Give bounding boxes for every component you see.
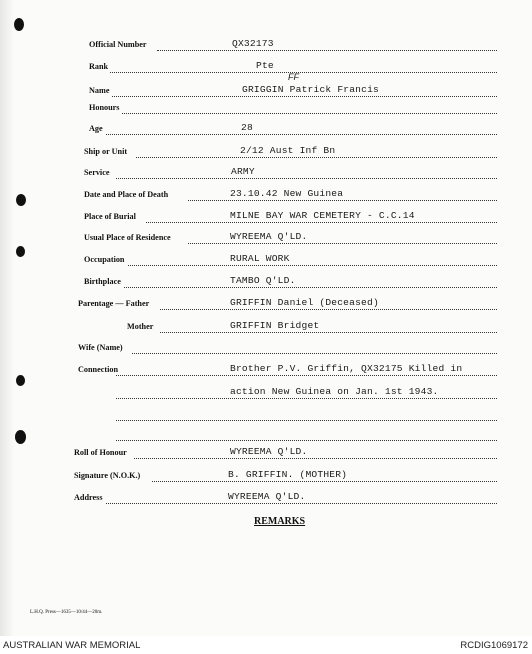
honours-row [0,101,532,117]
residence-label: Usual Place of Residence [84,233,171,242]
official-number-label: Official Number [89,40,147,49]
dotted-line [122,113,497,114]
death-row [0,188,532,204]
dotted-line [160,332,497,333]
dotted-line [116,375,497,376]
dotted-line [116,398,497,399]
service-value: ARMY [231,166,255,177]
age-label: Age [89,124,103,133]
signature-label: Signature (N.O.K.) [74,471,141,480]
dotted-line [146,222,497,223]
dotted-line [110,72,497,73]
dotted-line [132,353,497,354]
service-label: Service [84,168,110,177]
connection-value-line1: Brother P.V. Griffin, QX32175 Killed in [230,363,463,374]
dotted-line [106,134,497,135]
footer-record-id: RCDIG1069172 [460,640,528,651]
ship-row [0,145,532,161]
mother-value: GRIFFIN Bridget [230,320,320,331]
father-label: Parentage — Father [78,299,150,308]
connection-blank-line [0,408,532,424]
residence-value: WYREEMA Q'LD. [230,231,308,242]
ship-label: Ship or Unit [84,147,128,156]
printer-imprint: L.H.Q. Press—1635—10/44—20m. [30,610,103,615]
dotted-line [152,481,497,482]
dotted-line [128,265,497,266]
connection-label: Connection [78,365,119,374]
connection-value-line2: action New Guinea on Jan. 1st 1943. [230,386,439,397]
occupation-row [0,253,532,269]
official-number-value: QX32173 [232,38,274,49]
birthplace-row [0,275,532,291]
mother-row [0,320,532,336]
age-row [0,122,532,138]
archive-footer [0,636,532,654]
rank-label: Rank [89,62,109,71]
punch-hole-mark [14,18,24,31]
dotted-line [112,96,497,97]
occupation-label: Occupation [84,255,125,264]
death-label: Date and Place of Death [84,190,169,199]
occupation-value: RURAL WORK [230,253,290,264]
burial-label: Place of Burial [84,212,136,221]
dotted-line [124,287,497,288]
burial-value: MILNE BAY WAR CEMETERY - C.C.14 [230,210,415,221]
connection-blank-line [0,428,532,444]
father-value: GRIFFIN Daniel (Deceased) [230,297,379,308]
official-number-row [0,38,532,54]
wife-label: Wife (Name) [78,343,123,352]
burial-row [0,210,532,226]
age-value: 28 [241,122,253,133]
ship-value: 2/12 Aust Inf Bn [240,145,336,156]
footer-credit: AUSTRALIAN WAR MEMORIAL [3,640,141,651]
dotted-line [157,50,497,51]
name-correction-annotation: FF [288,72,299,82]
death-value: 23.10.42 New Guinea [230,188,344,199]
dotted-line [116,440,497,441]
dotted-line [188,243,497,244]
signature-value: B. GRIFFIN. (MOTHER) [228,469,348,480]
address-label: Address [74,493,103,502]
dotted-line [160,309,497,310]
mother-label: Mother [127,322,154,331]
dotted-line [106,503,497,504]
name-value: GRIGGIN Patrick Francis [242,84,380,95]
name-row [0,84,532,100]
roll-value: WYREEMA Q'LD. [230,446,308,457]
dotted-line [136,157,497,158]
name-label: Name [89,86,110,95]
wife-row [0,341,532,357]
father-row [0,297,532,313]
signature-row [0,469,532,485]
rank-value: Pte [256,60,274,71]
roll-row [0,446,532,462]
connection-row-continued [0,386,532,402]
dotted-line [134,458,497,459]
dotted-line [188,200,497,201]
birthplace-label: Birthplace [84,277,121,286]
residence-row [0,231,532,247]
connection-row [0,363,532,379]
address-value: WYREEMA Q'LD. [228,491,306,502]
dotted-line [116,420,497,421]
birthplace-value: TAMBO Q'LD. [230,275,296,286]
rank-row [0,60,532,76]
address-row [0,491,532,507]
service-row [0,166,532,182]
remarks-heading: REMARKS [254,516,306,527]
dotted-line [116,178,497,179]
honours-label: Honours [89,103,120,112]
roll-label: Roll of Honour [74,448,127,457]
